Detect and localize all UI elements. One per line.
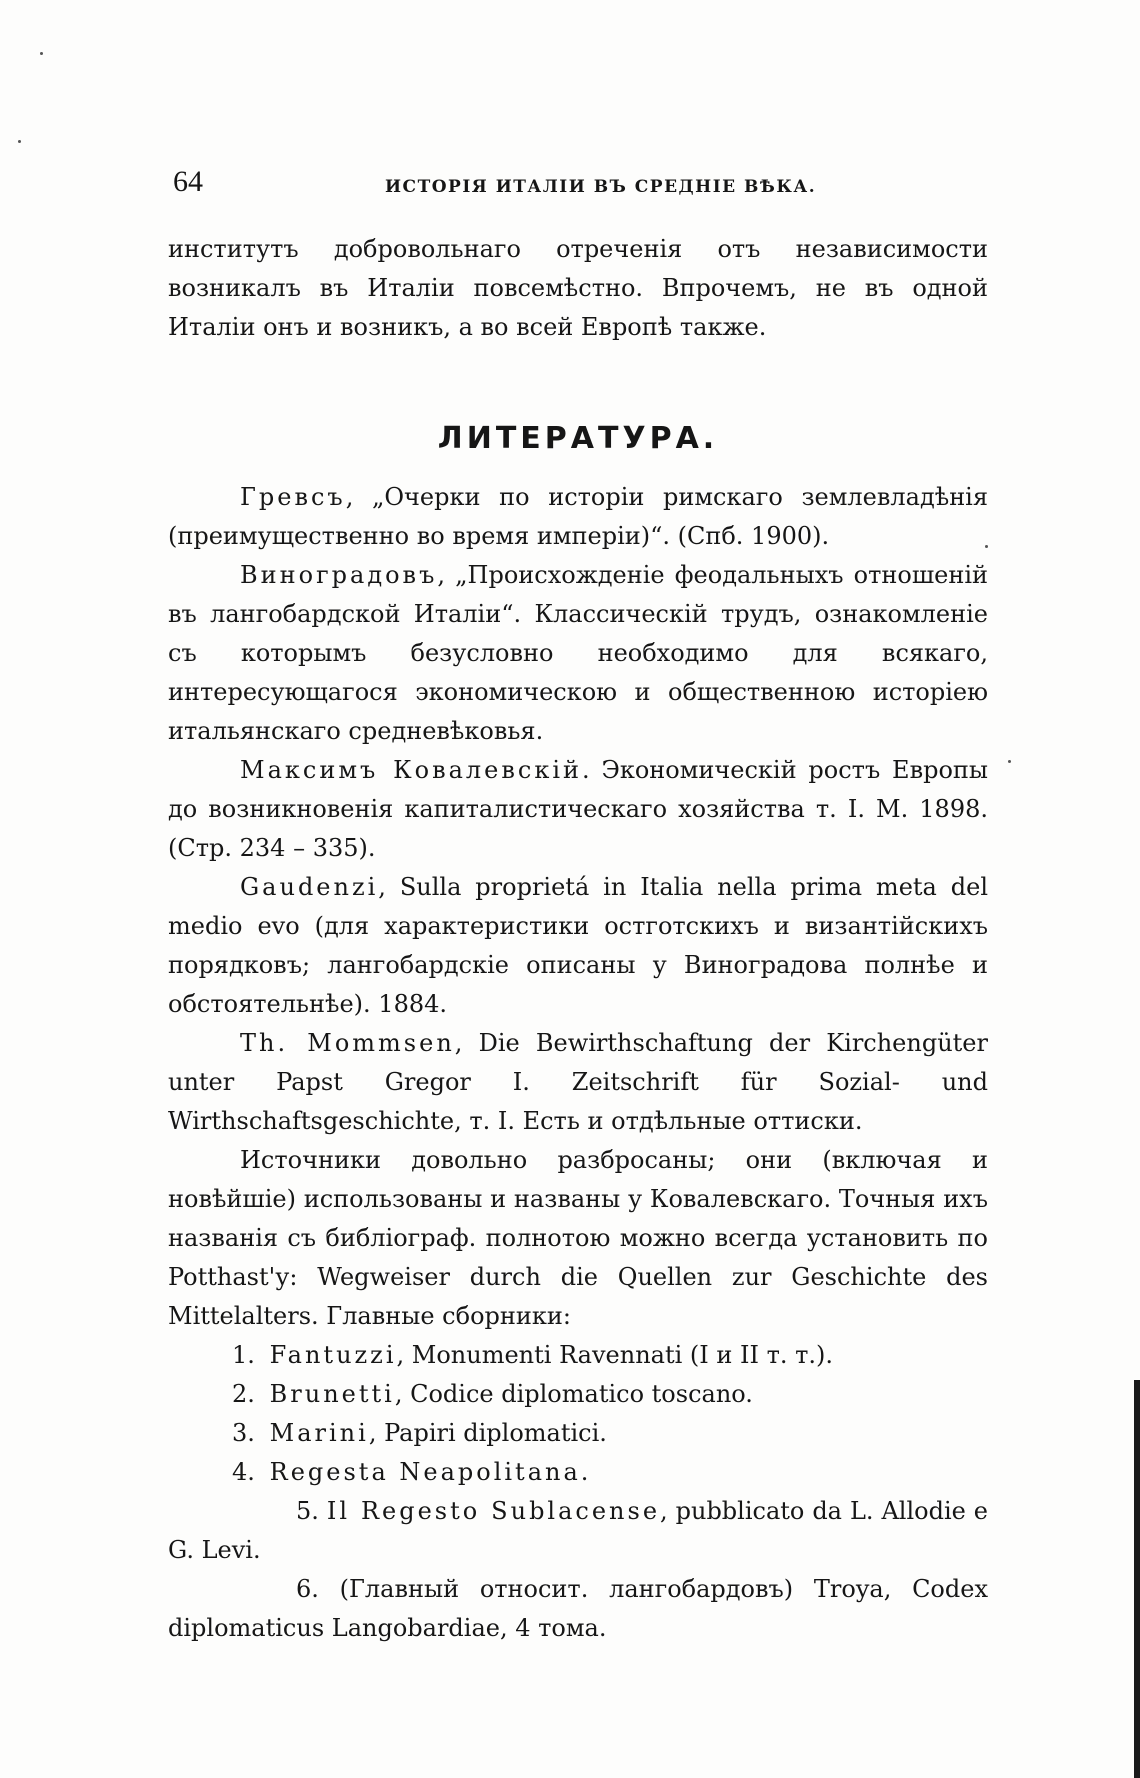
scan-speck bbox=[40, 52, 43, 55]
collection-item bbox=[168, 1570, 988, 1648]
item-text: , Papiri diplomatici. bbox=[368, 1419, 607, 1447]
section-heading: ЛИТЕРАТУРА. bbox=[437, 421, 719, 456]
entry-author: Максимъ Ковалевскій bbox=[240, 756, 583, 784]
entry-text: . Экономическій ростъ Европы до возникновенія капиталистическаго хозяйства т. I. М. 1898. (Стр. 234 – 335). bbox=[168, 756, 988, 862]
entry-text: , Die Bewirthschaftung der Kirchengüter unter Papst Gregor I. Zeitschrift für Sozial- und Wirthschaftsgeschichte, т. I. Есть и отдѣльные оттиски. bbox=[168, 1029, 988, 1135]
entry-author: Виноградовъ bbox=[240, 561, 438, 589]
item-number: 4. bbox=[232, 1458, 255, 1486]
entry-text: , „Очерки по исторіи римскаго землевладѣнія (преимущественно во время имперіи)“. (Спб. 1900). bbox=[168, 483, 988, 550]
collection-item bbox=[168, 1414, 988, 1453]
item-author: Brunetti bbox=[269, 1380, 395, 1408]
item-author: Marini bbox=[269, 1419, 369, 1447]
collection-item bbox=[168, 1336, 988, 1375]
item-number: 6. bbox=[296, 1575, 319, 1603]
entry-author: Gaudenzi bbox=[240, 873, 379, 901]
item-number: 3. bbox=[232, 1419, 255, 1447]
scan-edge-shadow bbox=[1134, 1380, 1140, 1778]
scan-speck bbox=[18, 140, 21, 143]
item-author: Fantuzzi bbox=[269, 1341, 397, 1369]
bibliography-entry bbox=[168, 751, 988, 868]
collection-item bbox=[168, 1375, 988, 1414]
collection-item bbox=[168, 1453, 988, 1492]
intro-paragraph: институтъ добровольнаго отреченія отъ независимости возникалъ въ Италіи повсемѣстно. Впрочемъ, не въ одной Италіи онъ и возникъ, а во всей Европѣ также. bbox=[168, 235, 988, 341]
scan-speck bbox=[1008, 760, 1011, 763]
item-text: , Monumenti Ravennati (I и II т. т.). bbox=[396, 1341, 834, 1369]
bibliography-entry bbox=[168, 1024, 988, 1141]
scan-speck bbox=[985, 545, 988, 548]
entry-text: , „Происхожденіе феодальныхъ отношеній въ лангобардской Италіи“. Классическій трудъ, ознакомленіе съ которымъ безусловно необходимо для всякаго, интересующагося экономическою и общественною исторіею итальянскаго средневѣковья. bbox=[168, 561, 988, 745]
item-author: Regesta Neapolitana bbox=[269, 1458, 581, 1486]
entry-author: Гревсъ bbox=[240, 483, 346, 511]
entry-author: Th. Mommsen bbox=[240, 1029, 455, 1057]
item-number: 2. bbox=[232, 1380, 255, 1408]
item-number: 5. bbox=[296, 1497, 319, 1525]
item-author: Il Regesto Sublacense bbox=[326, 1497, 661, 1525]
entry-text: , Sulla proprietá in Italia nella prima meta del medio evo (для характеристики остготскихъ и византійскихъ порядковъ; лангобардскіе описаны у Виноградова полнѣе и обстоятельнѣе). 1884. bbox=[168, 873, 988, 1018]
page-number: 64 bbox=[173, 165, 203, 198]
item-text: , pubblicato da L. Allodie e G. Levi. bbox=[168, 1497, 988, 1564]
item-text: . bbox=[580, 1458, 589, 1486]
item-number: 1. bbox=[232, 1341, 255, 1369]
bibliography-entry bbox=[168, 868, 988, 1024]
sources-paragraph: Источники довольно разбросаны; они (включая и новѣйшіе) использованы и названы у Ковалевскаго. Точныя ихъ названія съ библіограф. полнотою можно всегда установить по Potthast'у: Wegweiser durch die Quellen zur Geschichte des Mittelalters. Главные сборники: bbox=[168, 1146, 988, 1330]
item-text: (Главный относит. лангобардовъ) Troya, Codex diplomaticus Langobardiae, 4 тома. bbox=[168, 1575, 988, 1642]
page-header bbox=[170, 165, 990, 205]
page-body bbox=[168, 230, 988, 1648]
bibliography-entry bbox=[168, 478, 988, 556]
collection-item bbox=[168, 1492, 988, 1570]
item-text: , Codice diplomatico toscano. bbox=[394, 1380, 753, 1408]
bibliography-entry bbox=[168, 556, 988, 751]
running-title: ИСТОРІЯ ИТАЛІИ ВЪ СРЕДНІЕ ВѢКА. bbox=[385, 177, 817, 197]
